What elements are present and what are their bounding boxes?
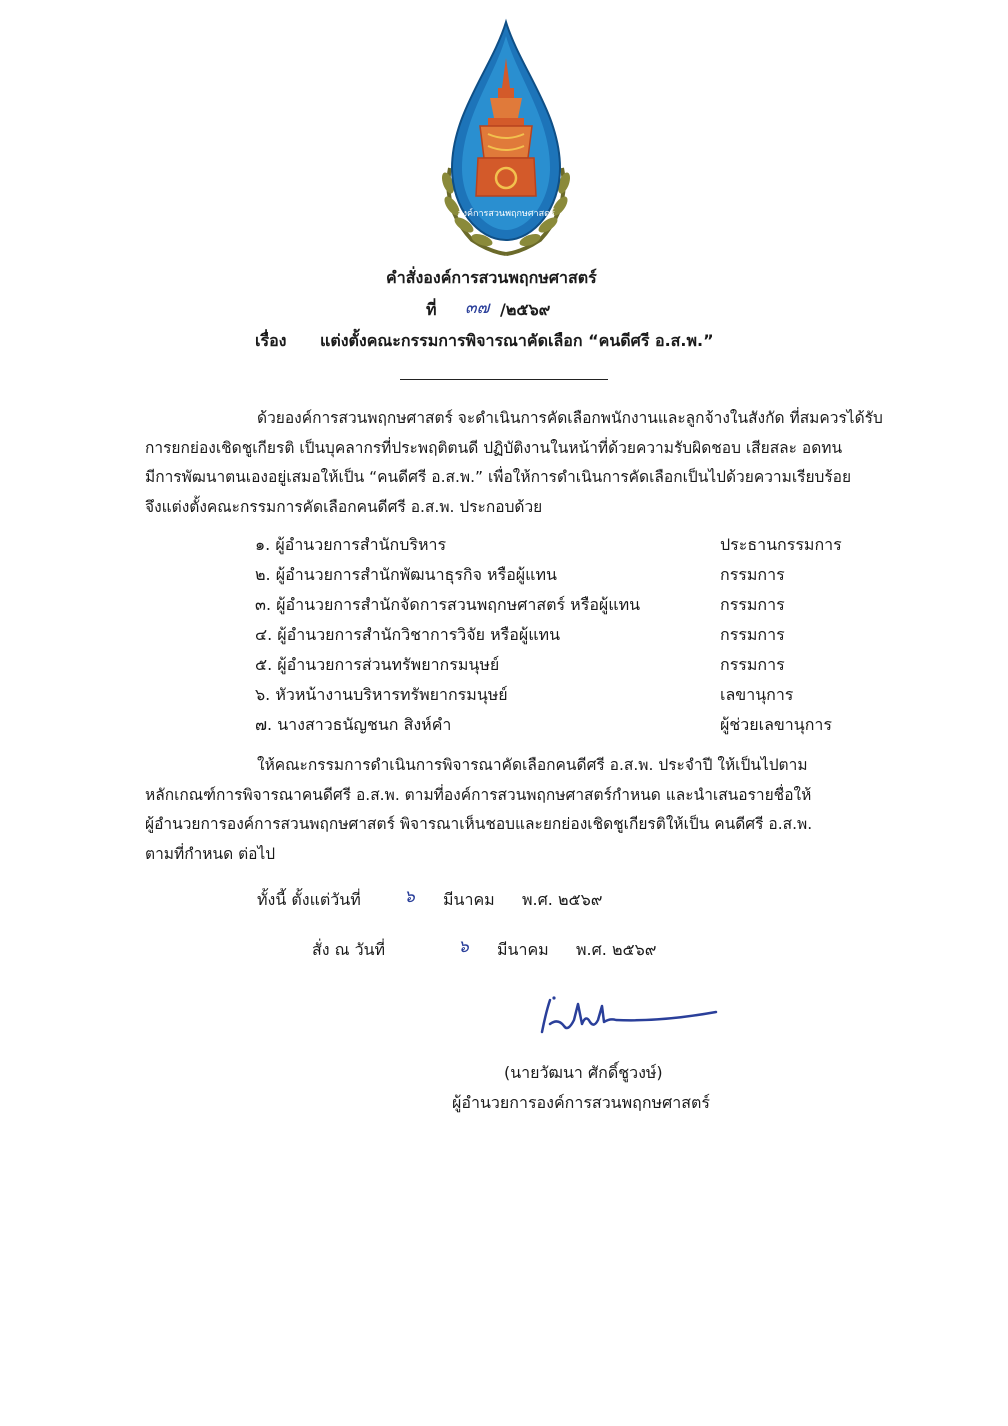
member-name: ๖. หัวหน้างานบริหารทรัพยากรมนุษย์ bbox=[255, 685, 508, 704]
member-name: ๕. ผู้อำนวยการส่วนทรัพยากรมนุษย์ bbox=[255, 655, 500, 674]
ordered-month: มีนาคม bbox=[497, 940, 549, 959]
list-item bbox=[255, 710, 855, 740]
member-name: ๔. ผู้อำนวยการสำนักวิชาการวิจัย หรือผู้แทน bbox=[255, 625, 561, 644]
member-name: ๗. นางสาวธนัญชนก สิงห์คำ bbox=[255, 715, 452, 734]
member-role: ผู้ช่วยเลขานุการ bbox=[720, 715, 832, 734]
subject-text: แต่งตั้งคณะกรรมการพิจารณาคัดเลือก “คนดีศรี อ.ส.พ.” bbox=[320, 331, 714, 350]
member-role: กรรมการ bbox=[720, 595, 785, 614]
list-item bbox=[255, 590, 855, 620]
intro-line: จึงแต่งตั้งคณะกรรมการคัดเลือกคนดีศรี อ.ส.พ. ประกอบด้วย bbox=[145, 497, 543, 516]
duty-line: ให้คณะกรรมการดำเนินการพิจารณาคัดเลือกคนดีศรี อ.ส.พ. ประจำปี ให้เป็นไปตาม bbox=[257, 756, 808, 774]
effective-year: พ.ศ. ๒๕๖๙ bbox=[522, 890, 603, 909]
member-role: กรรมการ bbox=[720, 655, 785, 674]
duty-line: หลักเกณฑ์การพิจารณาคนดีศรี อ.ส.พ. ตามที่องค์การสวนพฤกษศาสตร์กำหนด และนำเสนอรายชื่อให้ bbox=[145, 785, 812, 804]
duty-line: ผู้อำนวยการองค์การสวนพฤกษศาสตร์ พิจารณาเห็นชอบและยกย่องเชิดชูเกียรติให้เป็น คนดีศรี อ.ส.พ. bbox=[145, 815, 813, 833]
intro-line: มีการพัฒนาตนเองอยู่เสมอให้เป็น “คนดีศรี อ.ส.พ.” เพื่อให้การดำเนินการคัดเลือกเป็นไปด้วยความเรียบร้อย bbox=[145, 468, 852, 486]
member-role: กรรมการ bbox=[720, 625, 785, 644]
duty-line: ตามที่กำหนด ต่อไป bbox=[145, 844, 276, 863]
member-name: ๒. ผู้อำนวยการสำนักพัฒนาธุรกิจ หรือผู้แทน bbox=[255, 565, 557, 584]
member-name: ๓. ผู้อำนวยการสำนักจัดการสวนพฤกษศาสตร์ หรือผู้แทน bbox=[255, 595, 641, 614]
list-item bbox=[255, 560, 855, 590]
order-number-prefix: ที่ bbox=[426, 300, 437, 319]
intro-line: ด้วยองค์การสวนพฤกษศาสตร์ จะดำเนินการคัดเลือกพนักงานและลูกจ้างในสังกัด ที่สมควรได้รับ bbox=[257, 409, 883, 427]
ordered-day-handwritten: ๖ bbox=[458, 937, 469, 957]
signature-image bbox=[520, 990, 720, 1040]
list-item bbox=[255, 620, 855, 650]
ordered-year: พ.ศ. ๒๕๖๙ bbox=[576, 940, 657, 959]
member-role: กรรมการ bbox=[720, 565, 785, 584]
member-role: เลขานุการ bbox=[720, 685, 794, 704]
organization-emblem-icon bbox=[432, 18, 580, 258]
list-item bbox=[255, 530, 855, 560]
duty-paragraph bbox=[145, 751, 865, 869]
signatory-name: (นายวัฒนา ศักดิ์ชูวงษ์) bbox=[504, 1063, 663, 1082]
list-item bbox=[255, 680, 855, 710]
intro-paragraph bbox=[145, 404, 883, 522]
member-name: ๑. ผู้อำนวยการสำนักบริหาร bbox=[255, 535, 447, 554]
order-number-handwritten: ๓๗ bbox=[465, 298, 490, 318]
committee-list bbox=[255, 530, 855, 740]
intro-line: การยกย่องเชิดชูเกียรติ เป็นบุคลากรที่ประพฤติตนดี ปฏิบัติงานในหน้าที่ด้วยความรับผิดชอบ เสียสละ อดทน bbox=[145, 438, 843, 457]
order-heading: คำสั่งองค์การสวนพฤกษศาสตร์ bbox=[386, 268, 597, 287]
effective-prefix: ทั้งนี้ ตั้งแต่วันที่ bbox=[257, 890, 361, 909]
header-divider bbox=[400, 379, 608, 380]
emblem-text: องค์การสวนพฤกษศาสตร์ bbox=[457, 209, 555, 219]
ordered-prefix: สั่ง ณ วันที่ bbox=[312, 940, 386, 959]
order-number-year: /๒๕๖๙ bbox=[500, 300, 551, 319]
subject-label: เรื่อง bbox=[255, 331, 287, 350]
effective-month: มีนาคม bbox=[443, 890, 495, 909]
member-role: ประธานกรรมการ bbox=[720, 535, 842, 554]
effective-day-handwritten: ๖ bbox=[404, 887, 415, 907]
list-item bbox=[255, 650, 855, 680]
signatory-title: ผู้อำนวยการองค์การสวนพฤกษศาสตร์ bbox=[452, 1093, 710, 1112]
